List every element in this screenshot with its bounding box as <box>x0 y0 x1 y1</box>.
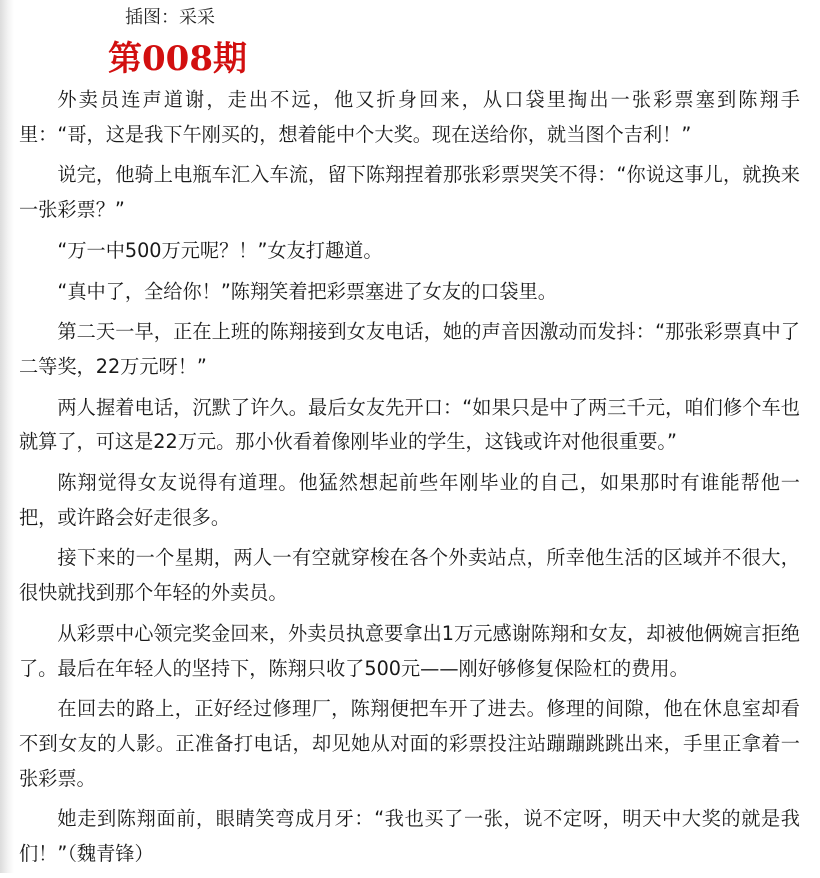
paragraph: 她走到陈翔面前，眼睛笑弯成月牙：“我也买了一张，说不定呀，明天中大奖的就是我们！”（魏青锋） <box>19 807 800 866</box>
issue-number: 第008期 <box>108 39 247 79</box>
paragraph: 接下来的一个星期，两人一有空就穿梭在各个外卖站点，所幸他生活的区域并不很大，很快就找到那个年轻的外卖员。 <box>19 546 800 605</box>
paragraph: 两人握着电话，沉默了许久。最后女友先开口：“如果只是中了两三千元，咱们修个车也就算了，可这是22万元。那小伙看着像刚毕业的学生，这钱或许对他很重要。” <box>19 395 800 454</box>
paragraph: 说完，他骑上电瓶车汇入车流，留下陈翔捏着那张彩票哭笑不得：“你说这事儿，就换来一张彩票？” <box>19 163 800 222</box>
paragraph: 在回去的路上，正好经过修理厂，陈翔便把车开了进去。修理的间隙，他在休息室却看不到女友的人影。正准备打电话，却见她从对面的彩票投注站蹦蹦跳跳出来，手里正拿着一张彩票。 <box>19 697 800 790</box>
paragraph: 第二天一早，正在上班的陈翔接到女友电话，她的声音因激动而发抖：“那张彩票真中了二等奖，22万元呀！” <box>19 320 800 378</box>
paragraph: “万一中500万元呢？！”女友打趣道。 <box>57 238 383 262</box>
paragraph: 从彩票中心领完奖金回来，外卖员执意要拿出1万元感谢陈翔和女友，却被他俩婉言拒绝了。最后在年轻人的坚持下，陈翔只收了500元——刚好够修复保险杠的费用。 <box>19 621 800 680</box>
paragraph: 外卖员连声道谢，走出不远，他又折身回来，从口袋里掏出一张彩票塞到陈翔手里：“哥，这是我下午刚买的，想着能中个大奖。现在送给你，就当图个吉利！” <box>19 88 800 146</box>
paragraph: 陈翔觉得女友说得有道理。他猛然想起前些年刚毕业的自己，如果那时有谁能帮他一把，或许路会好走很多。 <box>19 471 800 529</box>
article-body <box>19 83 800 878</box>
paragraph: “真中了，全给你！”陈翔笑着把彩票塞进了女友的口袋里。 <box>57 279 557 303</box>
illustration-credit: 插图：采采 <box>125 7 215 28</box>
